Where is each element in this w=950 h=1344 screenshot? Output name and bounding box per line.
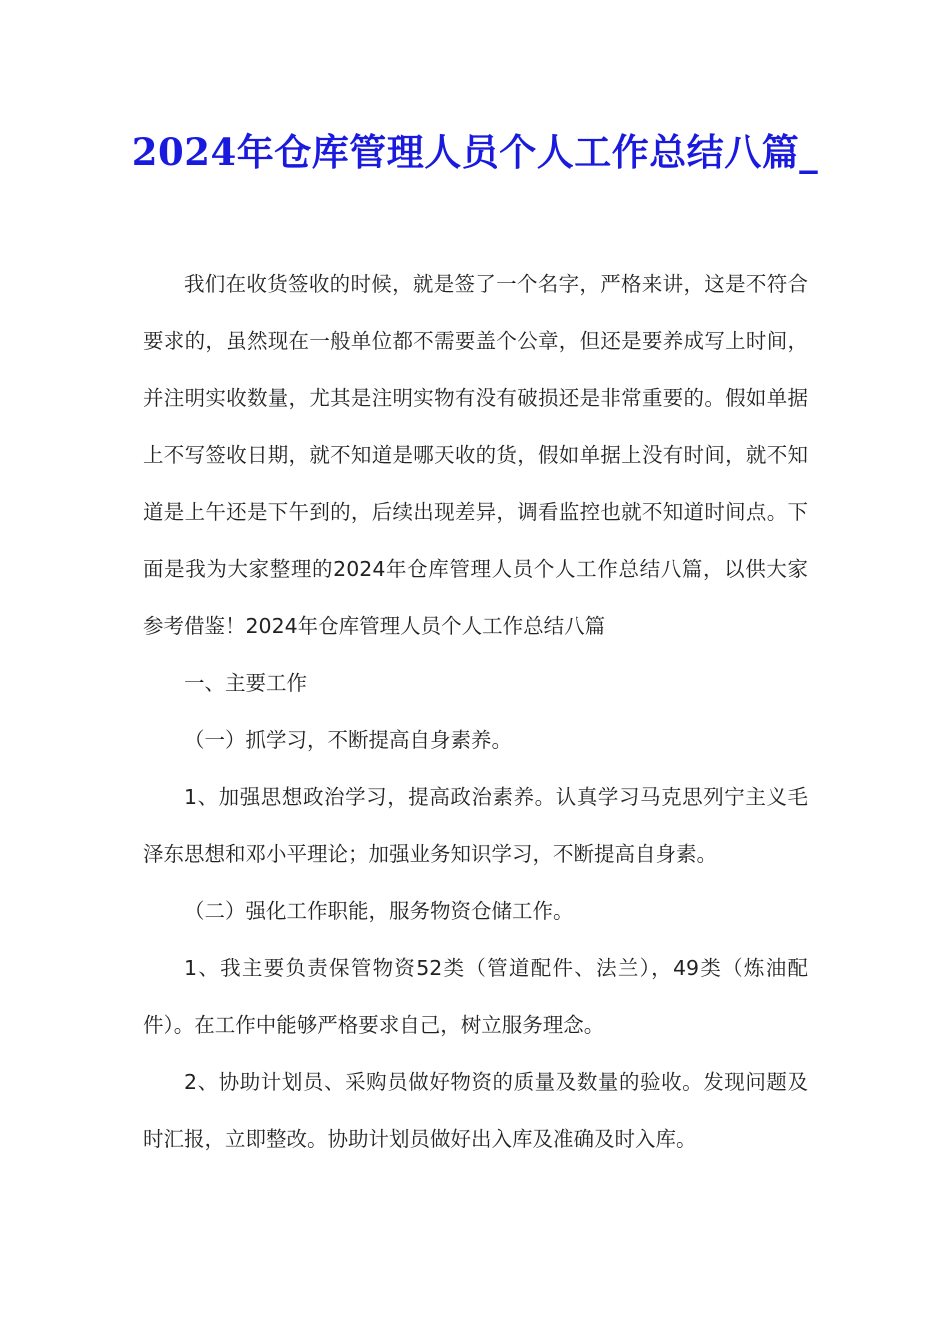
subheading-study: （一）抓学习，不断提高自身素养。 (184, 728, 512, 752)
heading-main-work: 一、主要工作 (184, 671, 307, 695)
subheading-function: （二）强化工作职能，服务物资仓储工作。 (184, 899, 574, 923)
paragraph-function-2: 2、协助计划员、采购员做好物资的质量及数量的验收。发现问题及时汇报，立即整改。协助计划员做好出入库及准确及时入库。 (143, 1070, 808, 1151)
document-title: 2024年仓库管理人员个人工作总结八篇_ (131, 130, 819, 174)
paragraph-study-1: 1、加强思想政治学习，提高政治素养。认真学习马克思列宁主义毛泽东思想和邓小平理论；加强业务知识学习，不断提高自身素。 (143, 785, 808, 866)
paragraph-intro: 我们在收货签收的时候，就是签了一个名字，严格来讲，这是不符合要求的，虽然现在一般单位都不需要盖个公章，但还是要养成写上时间，并注明实收数量，尤其是注明实物有没有破损还是非常重要的。假如单据上不写签收日期，就不知道是哪天收的货，假如单据上没有时间，就不知道是上午还是下午到的，后续出现差异，调看监控也就不知道时间点。下面是我为大家整理的2024年仓库管理人员个人工作总结八篇，以供大家参考借鉴！2024年仓库管理人员个人工作总结八篇 (143, 272, 808, 638)
document-body (143, 256, 808, 1168)
paragraph-function-1: 1、我主要负责保管物资52类（管道配件、法兰），49类（炼油配件）。在工作中能够严格要求自己，树立服务理念。 (143, 956, 808, 1037)
